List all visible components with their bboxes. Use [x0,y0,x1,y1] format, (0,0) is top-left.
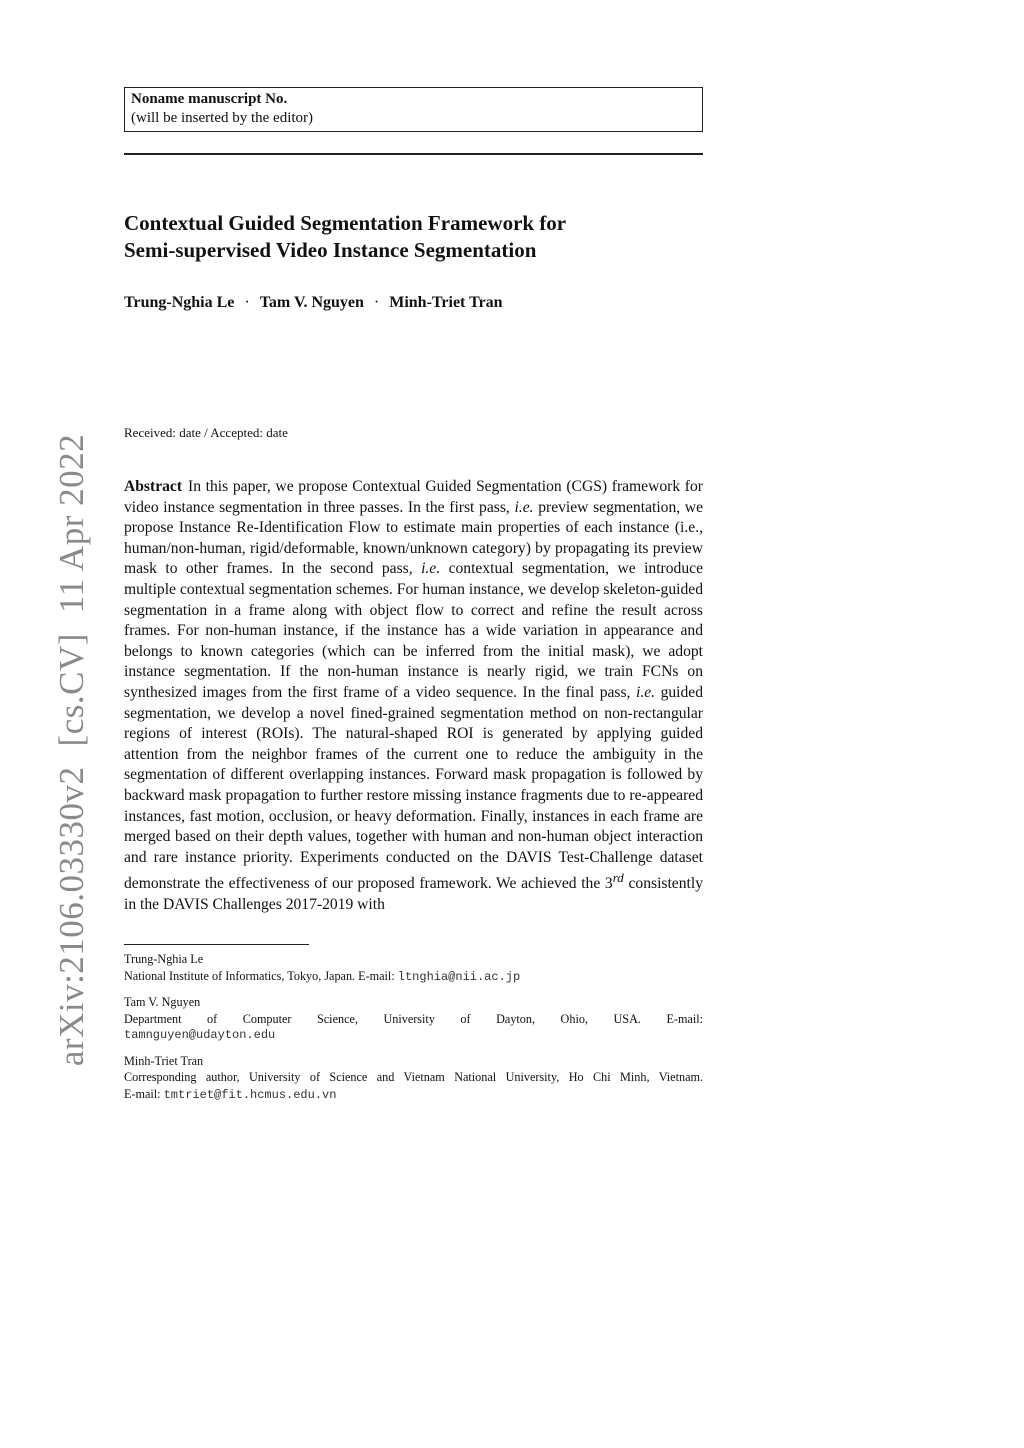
footnote-affiliation: Corresponding author, University of Science and Vietnam National University, Ho Chi Minh, Vietnam. [124,1070,703,1084]
abstract-text: In this paper, we propose Contextual Guided Segmentation (CGS) framework for video instance segmentation in three passes. In the first pass, [124,478,703,516]
abstract-text: preview segmentation, we propose Instance Re-Identification Flow to estimate main properties of each instance (i.e., human/non-human, rigid/deformable, known/unknown category) by propagating its preview mask to other frames. In the second pass, [124,498,703,578]
author-separator: · [373,294,380,311]
author-2: Tam V. Nguyen [259,294,364,311]
footnote-email[interactable]: tamnguyen@udayton.edu [124,1028,276,1042]
abstract-text: contextual segmentation, we introduce multiple contextual segmentation schemes. For human instance, we develop skeleton-guided segmentation in a frame along with object flow to correct and refine the result across frames. For non-human instance, if the instance has a wide variation in appearance and belongs to known categories (which can be inferred from the initial mask), we adopt instance segmentation. If the non-human instance is nearly rigid, we train FCNs on synthesized images from the first frame of a video sequence. In the final pass, [124,560,703,701]
paper-title [124,210,724,264]
abstract-label: Abstract [124,478,183,495]
header-rule [124,153,703,155]
arxiv-stamp [52,424,92,1076]
footnote-affiliation: National Institute of Informatics, Tokyo, Japan. E-mail: [124,968,398,983]
abstract-ie: i.e. [421,560,441,578]
abstract-text: consistently in the DAVIS Challenges 2017-2019 with [124,875,703,914]
footnote-name: Minh-Triet Tran [124,1053,204,1068]
abstract-ie: i.e. [514,498,534,516]
editor-note: (will be inserted by the editor) [131,110,314,126]
footnotes [124,951,703,1112]
footnote-email[interactable]: tmtriet@fit.hcmus.edu.vn [163,1087,337,1102]
author-separator: · [244,294,250,311]
footnote-name: Tam V. Nguyen [124,995,201,1009]
footnote-email-label: E-mail: [124,1086,164,1101]
footnote-rule [124,944,309,945]
author-3: Minh-Triet Tran [389,294,503,311]
manuscript-header-box [124,87,703,132]
abstract-text: guided segmentation, we develop a novel fined-grained segmentation method on non-rectangular regions of interest (ROIs). The natural-shaped ROI is generated by applying guided attention from the neighbor frames of the current one to reduce the ambiguity in the segmentation of different overlapping instances. Forward mask propagation is followed by backward mask propagation to further restore missing instance fragments due to re-appeared instances, fast motion, occlusion, or heavy deformation. Finally, instances in each frame are merged based on their depth values, together with human and non-human object interaction and rare instance priority. Experiments conducted on the DAVIS Test-Challenge dataset demonstrate the effectiveness of our proposed framework. We achieved the 3 [124,683,704,893]
arxiv-id: arXiv:2106.03330v2 [52,766,91,1067]
author-1: Trung-Nghia Le [124,294,235,311]
footnote-name: Trung-Nghia Le [124,952,204,966]
author-list [124,292,544,313]
footnote-author-1 [124,951,703,985]
arxiv-category: [cs.CV] [52,633,91,747]
footnote-email[interactable]: ltnghia@nii.ac.jp [397,969,521,984]
footnote-affiliation: Department of Computer Science, University of Dayton, Ohio, USA. E-mail: [124,1011,703,1026]
arxiv-date: 11 Apr 2022 [52,433,91,614]
title-line-1: Contextual Guided Segmentation Framework for [124,211,567,235]
abstract-superscript: rd [612,870,624,886]
abstract-ie: i.e. [635,683,656,701]
title-line-2: Semi-supervised Video Instance Segmentation [124,238,537,262]
abstract [124,477,703,916]
manuscript-number: Noname manuscript No. [131,91,288,107]
footnote-author-2 [124,994,703,1044]
received-date: Received: date / Accepted: date [124,425,288,440]
footnote-author-3 [124,1053,703,1104]
